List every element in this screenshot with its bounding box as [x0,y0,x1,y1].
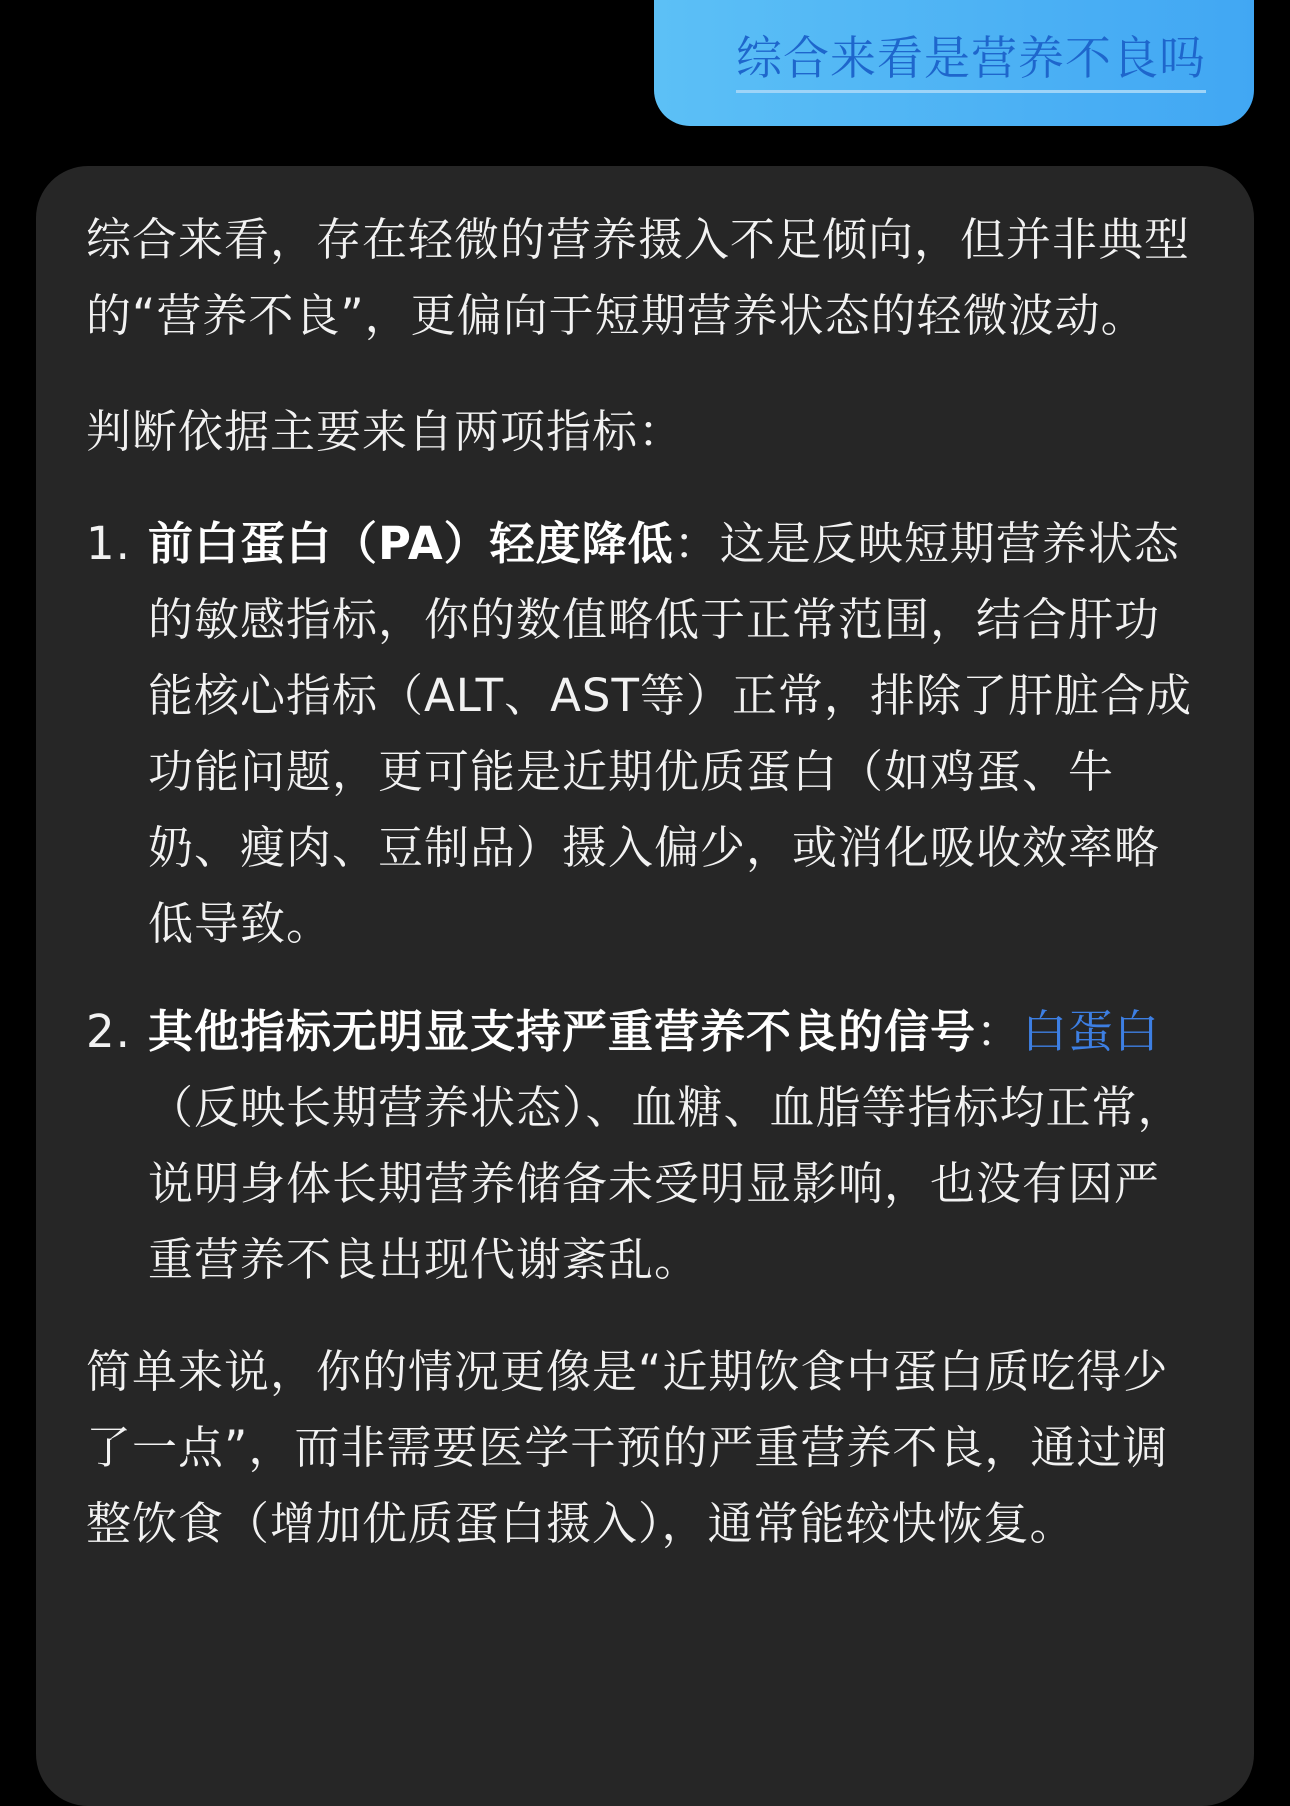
list-item [86,994,1204,1298]
list-item-body: （反映长期营养状态）、血糖、血脂等指标均正常，说明身体长期营养储备未受明显影响，也没有因严重营养不良出现代谢紊乱。 [148,1081,1184,1286]
assistant-reply-card [36,166,1254,1806]
list-item-content [148,506,1204,962]
list-item-separator: ： [976,1005,1023,1058]
list-item-body: 这是反映短期营养状态的敏感指标，你的数值略低于正常范围，结合肝功能核心指标（ALT、AST等）正常，排除了肝脏合成功能问题，更可能是近期优质蛋白（如鸡蛋、牛奶、瘦肉、豆制品）摄入偏少，或消化吸收效率略低导致。 [148,517,1192,950]
list-item-number: 1. [86,517,131,570]
list-item-separator: ： [673,517,720,570]
list-item [86,506,1204,962]
list-item-number: 2. [86,1005,131,1058]
albumin-link[interactable]: 白蛋白 [1022,1005,1161,1058]
reply-intro: 综合来看，存在轻微的营养摄入不足倾向，但并非典型的“营养不良”，更偏向于短期营养状态的轻微波动。 [86,213,1191,342]
reply-summary: 简单来说，你的情况更像是“近期饮食中蛋白质吃得少了一点”，而非需要医学干预的严重营养不良，通过调整饮食（增加优质蛋白摄入），通常能较快恢复。 [86,1345,1169,1550]
list-item-title: 其他指标无明显支持严重营养不良的信号 [148,1005,977,1058]
basis-list [86,506,1204,1298]
list-item-title: 前白蛋白（PA）轻度降低 [148,517,674,570]
list-item-content [148,994,1204,1298]
user-message-bubble[interactable] [654,0,1254,126]
reply-basis-heading: 判断依据主要来自两项指标： [86,405,685,458]
user-message-text: 综合来看是营养不良吗 [736,28,1206,93]
